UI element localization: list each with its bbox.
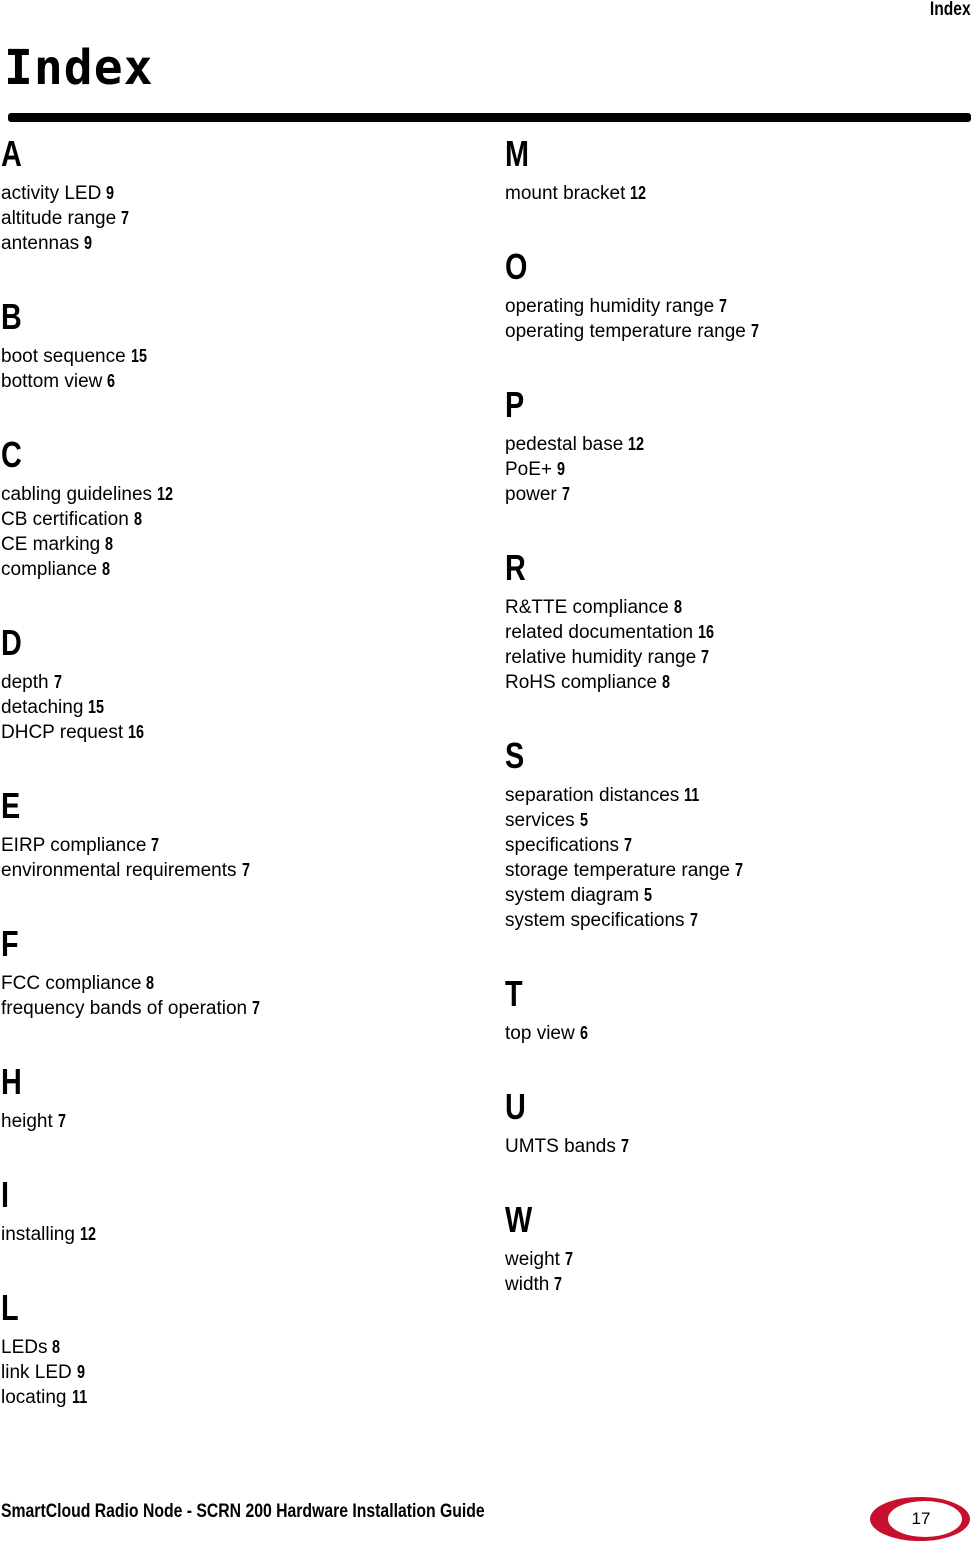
index-entry-list bbox=[1, 1109, 461, 1134]
index-entry bbox=[505, 1021, 965, 1046]
index-entry bbox=[505, 1134, 965, 1159]
index-entry bbox=[505, 294, 965, 319]
index-entry-list bbox=[505, 294, 965, 344]
index-entry bbox=[1, 1222, 461, 1247]
index-entry bbox=[1, 1385, 461, 1410]
index-term: top view bbox=[505, 1023, 575, 1044]
index-letter-heading: P bbox=[505, 384, 525, 425]
index-entry bbox=[1, 532, 461, 557]
index-page-link[interactable]: 8 bbox=[102, 559, 111, 579]
index-entry bbox=[505, 432, 965, 457]
index-entry bbox=[1, 833, 461, 858]
index-term: link LED bbox=[1, 1362, 72, 1383]
index-page-link[interactable]: 9 bbox=[106, 183, 115, 203]
page-title: Index bbox=[4, 40, 154, 96]
index-entry bbox=[1, 670, 461, 695]
index-page-link[interactable]: 7 bbox=[750, 321, 759, 341]
index-entry-list bbox=[505, 1021, 965, 1046]
index-letter-heading: I bbox=[1, 1174, 10, 1215]
index-page-link[interactable]: 7 bbox=[701, 647, 710, 667]
index-entry bbox=[1, 206, 461, 231]
index-entry bbox=[1, 482, 461, 507]
index-page-link[interactable]: 8 bbox=[662, 672, 671, 692]
index-entry bbox=[1, 1109, 461, 1134]
index-entry bbox=[505, 670, 965, 695]
index-entry bbox=[1, 369, 461, 394]
index-page-link[interactable]: 12 bbox=[79, 1224, 96, 1244]
index-term: altitude range bbox=[1, 208, 117, 229]
index-page-link[interactable]: 12 bbox=[628, 434, 645, 454]
index-term: CB certification bbox=[1, 509, 129, 530]
index-page-link[interactable]: 7 bbox=[241, 860, 250, 880]
index-page-link[interactable]: 8 bbox=[52, 1337, 61, 1357]
index-page-link[interactable]: 7 bbox=[554, 1274, 563, 1294]
index-term: locating bbox=[1, 1387, 67, 1408]
index-term: operating humidity range bbox=[505, 296, 715, 317]
index-entry bbox=[1, 181, 461, 206]
index-term: DHCP request bbox=[1, 722, 124, 743]
index-page-link[interactable]: 5 bbox=[579, 810, 588, 830]
index-entry-list bbox=[1, 670, 461, 745]
index-term: system diagram bbox=[505, 885, 640, 906]
index-page-link[interactable]: 7 bbox=[624, 835, 633, 855]
index-page-link[interactable]: 7 bbox=[719, 296, 728, 316]
index-entry-list bbox=[505, 595, 965, 695]
index-entry bbox=[505, 1272, 965, 1297]
index-letter-heading: H bbox=[1, 1061, 22, 1102]
index-letter-heading: C bbox=[1, 434, 22, 475]
index-entry bbox=[505, 833, 965, 858]
index-entry bbox=[1, 344, 461, 369]
index-entry bbox=[505, 858, 965, 883]
index-term: installing bbox=[1, 1224, 75, 1245]
index-entry bbox=[505, 620, 965, 645]
index-page-link[interactable]: 9 bbox=[557, 459, 566, 479]
index-term: weight bbox=[505, 1249, 560, 1270]
index-page-link[interactable]: 8 bbox=[105, 534, 114, 554]
index-page-link[interactable]: 7 bbox=[252, 998, 261, 1018]
running-header: Index bbox=[930, 0, 971, 20]
index-term: power bbox=[505, 484, 557, 505]
index-entry-list bbox=[1, 181, 461, 256]
index-entry-list bbox=[1, 1335, 461, 1410]
index-entry bbox=[505, 181, 965, 206]
index-entry-list bbox=[505, 783, 965, 933]
index-page-link[interactable]: 11 bbox=[71, 1387, 87, 1407]
index-entry bbox=[1, 1360, 461, 1385]
index-entry-list bbox=[505, 1247, 965, 1297]
index-letter-heading: W bbox=[505, 1199, 533, 1240]
index-page-link[interactable]: 8 bbox=[133, 509, 142, 529]
index-entry-list bbox=[1, 833, 461, 883]
index-page-link[interactable]: 7 bbox=[561, 484, 570, 504]
index-letter-heading: S bbox=[505, 735, 525, 776]
index-entry bbox=[1, 858, 461, 883]
index-column-left bbox=[1, 132, 461, 1449]
index-page-link[interactable]: 12 bbox=[157, 484, 174, 504]
index-page-link[interactable]: 7 bbox=[53, 672, 62, 692]
index-entry bbox=[505, 457, 965, 482]
index-term: pedestal base bbox=[505, 434, 624, 455]
index-term: storage temperature range bbox=[505, 860, 730, 881]
index-entry bbox=[1, 231, 461, 256]
index-term: CE marking bbox=[1, 534, 101, 555]
index-term: specifications bbox=[505, 835, 620, 856]
index-letter-heading: A bbox=[1, 133, 22, 174]
index-entry bbox=[1, 1335, 461, 1360]
index-page-link[interactable]: 6 bbox=[107, 371, 116, 391]
index-term: services bbox=[505, 810, 575, 831]
index-entry bbox=[1, 507, 461, 532]
index-page-link[interactable]: 12 bbox=[630, 183, 647, 203]
index-entry bbox=[1, 996, 461, 1021]
index-entry-list bbox=[1, 344, 461, 394]
index-entry bbox=[505, 908, 965, 933]
index-entry-list bbox=[505, 432, 965, 507]
index-term: cabling guidelines bbox=[1, 484, 153, 505]
index-term: LEDs bbox=[1, 1337, 48, 1358]
index-term: bottom view bbox=[1, 371, 103, 392]
index-entry bbox=[505, 645, 965, 670]
index-page-link[interactable]: 7 bbox=[57, 1111, 66, 1131]
page-number-badge bbox=[870, 1496, 972, 1542]
index-entry bbox=[1, 695, 461, 720]
index-term: activity LED bbox=[1, 183, 102, 204]
index-entry-list bbox=[505, 1134, 965, 1159]
index-term: separation distances bbox=[505, 785, 680, 806]
index-page-link[interactable]: 11 bbox=[684, 785, 700, 805]
index-term: frequency bands of operation bbox=[1, 998, 248, 1019]
index-letter-heading: B bbox=[1, 296, 22, 337]
index-entry bbox=[505, 883, 965, 908]
index-entry bbox=[505, 319, 965, 344]
page-number: 17 bbox=[911, 1509, 931, 1528]
index-term: height bbox=[1, 1111, 53, 1132]
index-term: width bbox=[505, 1274, 550, 1295]
index-page-link[interactable]: 9 bbox=[76, 1362, 85, 1382]
index-term: FCC compliance bbox=[1, 973, 142, 994]
index-term: UMTS bands bbox=[505, 1136, 616, 1157]
index-entry-list bbox=[1, 1222, 461, 1247]
index-entry-list bbox=[1, 971, 461, 1021]
index-term: compliance bbox=[1, 559, 98, 580]
index-letter-heading: O bbox=[505, 246, 528, 287]
index-page-link[interactable]: 7 bbox=[121, 208, 130, 228]
index-term: boot sequence bbox=[1, 346, 126, 367]
index-entry-list bbox=[1, 482, 461, 582]
index-term: system specifications bbox=[505, 910, 685, 931]
index-page-link[interactable]: 7 bbox=[564, 1249, 573, 1269]
index-page-link[interactable]: 5 bbox=[644, 885, 653, 905]
index-term: depth bbox=[1, 672, 49, 693]
index-page-link[interactable]: 15 bbox=[130, 346, 147, 366]
index-page-link[interactable]: 15 bbox=[88, 697, 105, 717]
index-term: relative humidity range bbox=[505, 647, 697, 668]
index-letter-heading: L bbox=[1, 1287, 19, 1328]
index-letter-heading: U bbox=[505, 1086, 526, 1127]
index-entry bbox=[505, 1247, 965, 1272]
index-page-link[interactable]: 7 bbox=[734, 860, 743, 880]
index-page-link[interactable]: 16 bbox=[128, 722, 145, 742]
index-entry bbox=[505, 808, 965, 833]
index-letter-heading: M bbox=[505, 133, 529, 174]
index-page-link[interactable]: 9 bbox=[84, 233, 93, 253]
index-entry bbox=[505, 482, 965, 507]
index-letter-heading: F bbox=[1, 923, 19, 964]
index-entry bbox=[505, 595, 965, 620]
index-page-link[interactable]: 7 bbox=[689, 910, 698, 930]
footer-document-title: SmartCloud Radio Node - SCRN 200 Hardware Installation Guide bbox=[1, 1501, 485, 1522]
index-page-link[interactable]: 8 bbox=[146, 973, 155, 993]
index-column-right bbox=[505, 132, 965, 1336]
index-page-link[interactable]: 7 bbox=[620, 1136, 629, 1156]
index-term: EIRP compliance bbox=[1, 835, 147, 856]
index-entry bbox=[505, 783, 965, 808]
index-page-link[interactable]: 6 bbox=[579, 1023, 588, 1043]
title-rule bbox=[8, 113, 971, 122]
index-page-link[interactable]: 16 bbox=[698, 622, 715, 642]
index-term: PoE+ bbox=[505, 459, 553, 480]
index-page-link[interactable]: 7 bbox=[151, 835, 160, 855]
index-letter-heading: D bbox=[1, 622, 22, 663]
index-term: operating temperature range bbox=[505, 321, 746, 342]
index-term: related documentation bbox=[505, 622, 694, 643]
index-page-link[interactable]: 8 bbox=[673, 597, 682, 617]
index-entry-list bbox=[505, 181, 965, 206]
index-letter-heading: T bbox=[505, 973, 523, 1014]
index-term: mount bracket bbox=[505, 183, 626, 204]
index-letter-heading: R bbox=[505, 547, 526, 588]
index-term: antennas bbox=[1, 233, 80, 254]
index-entry bbox=[1, 557, 461, 582]
index-term: R&TTE compliance bbox=[505, 597, 669, 618]
index-entry bbox=[1, 720, 461, 745]
index-term: environmental requirements bbox=[1, 860, 237, 881]
index-letter-heading: E bbox=[1, 785, 21, 826]
index-entry bbox=[1, 971, 461, 996]
index-term: detaching bbox=[1, 697, 84, 718]
index-term: RoHS compliance bbox=[505, 672, 658, 693]
